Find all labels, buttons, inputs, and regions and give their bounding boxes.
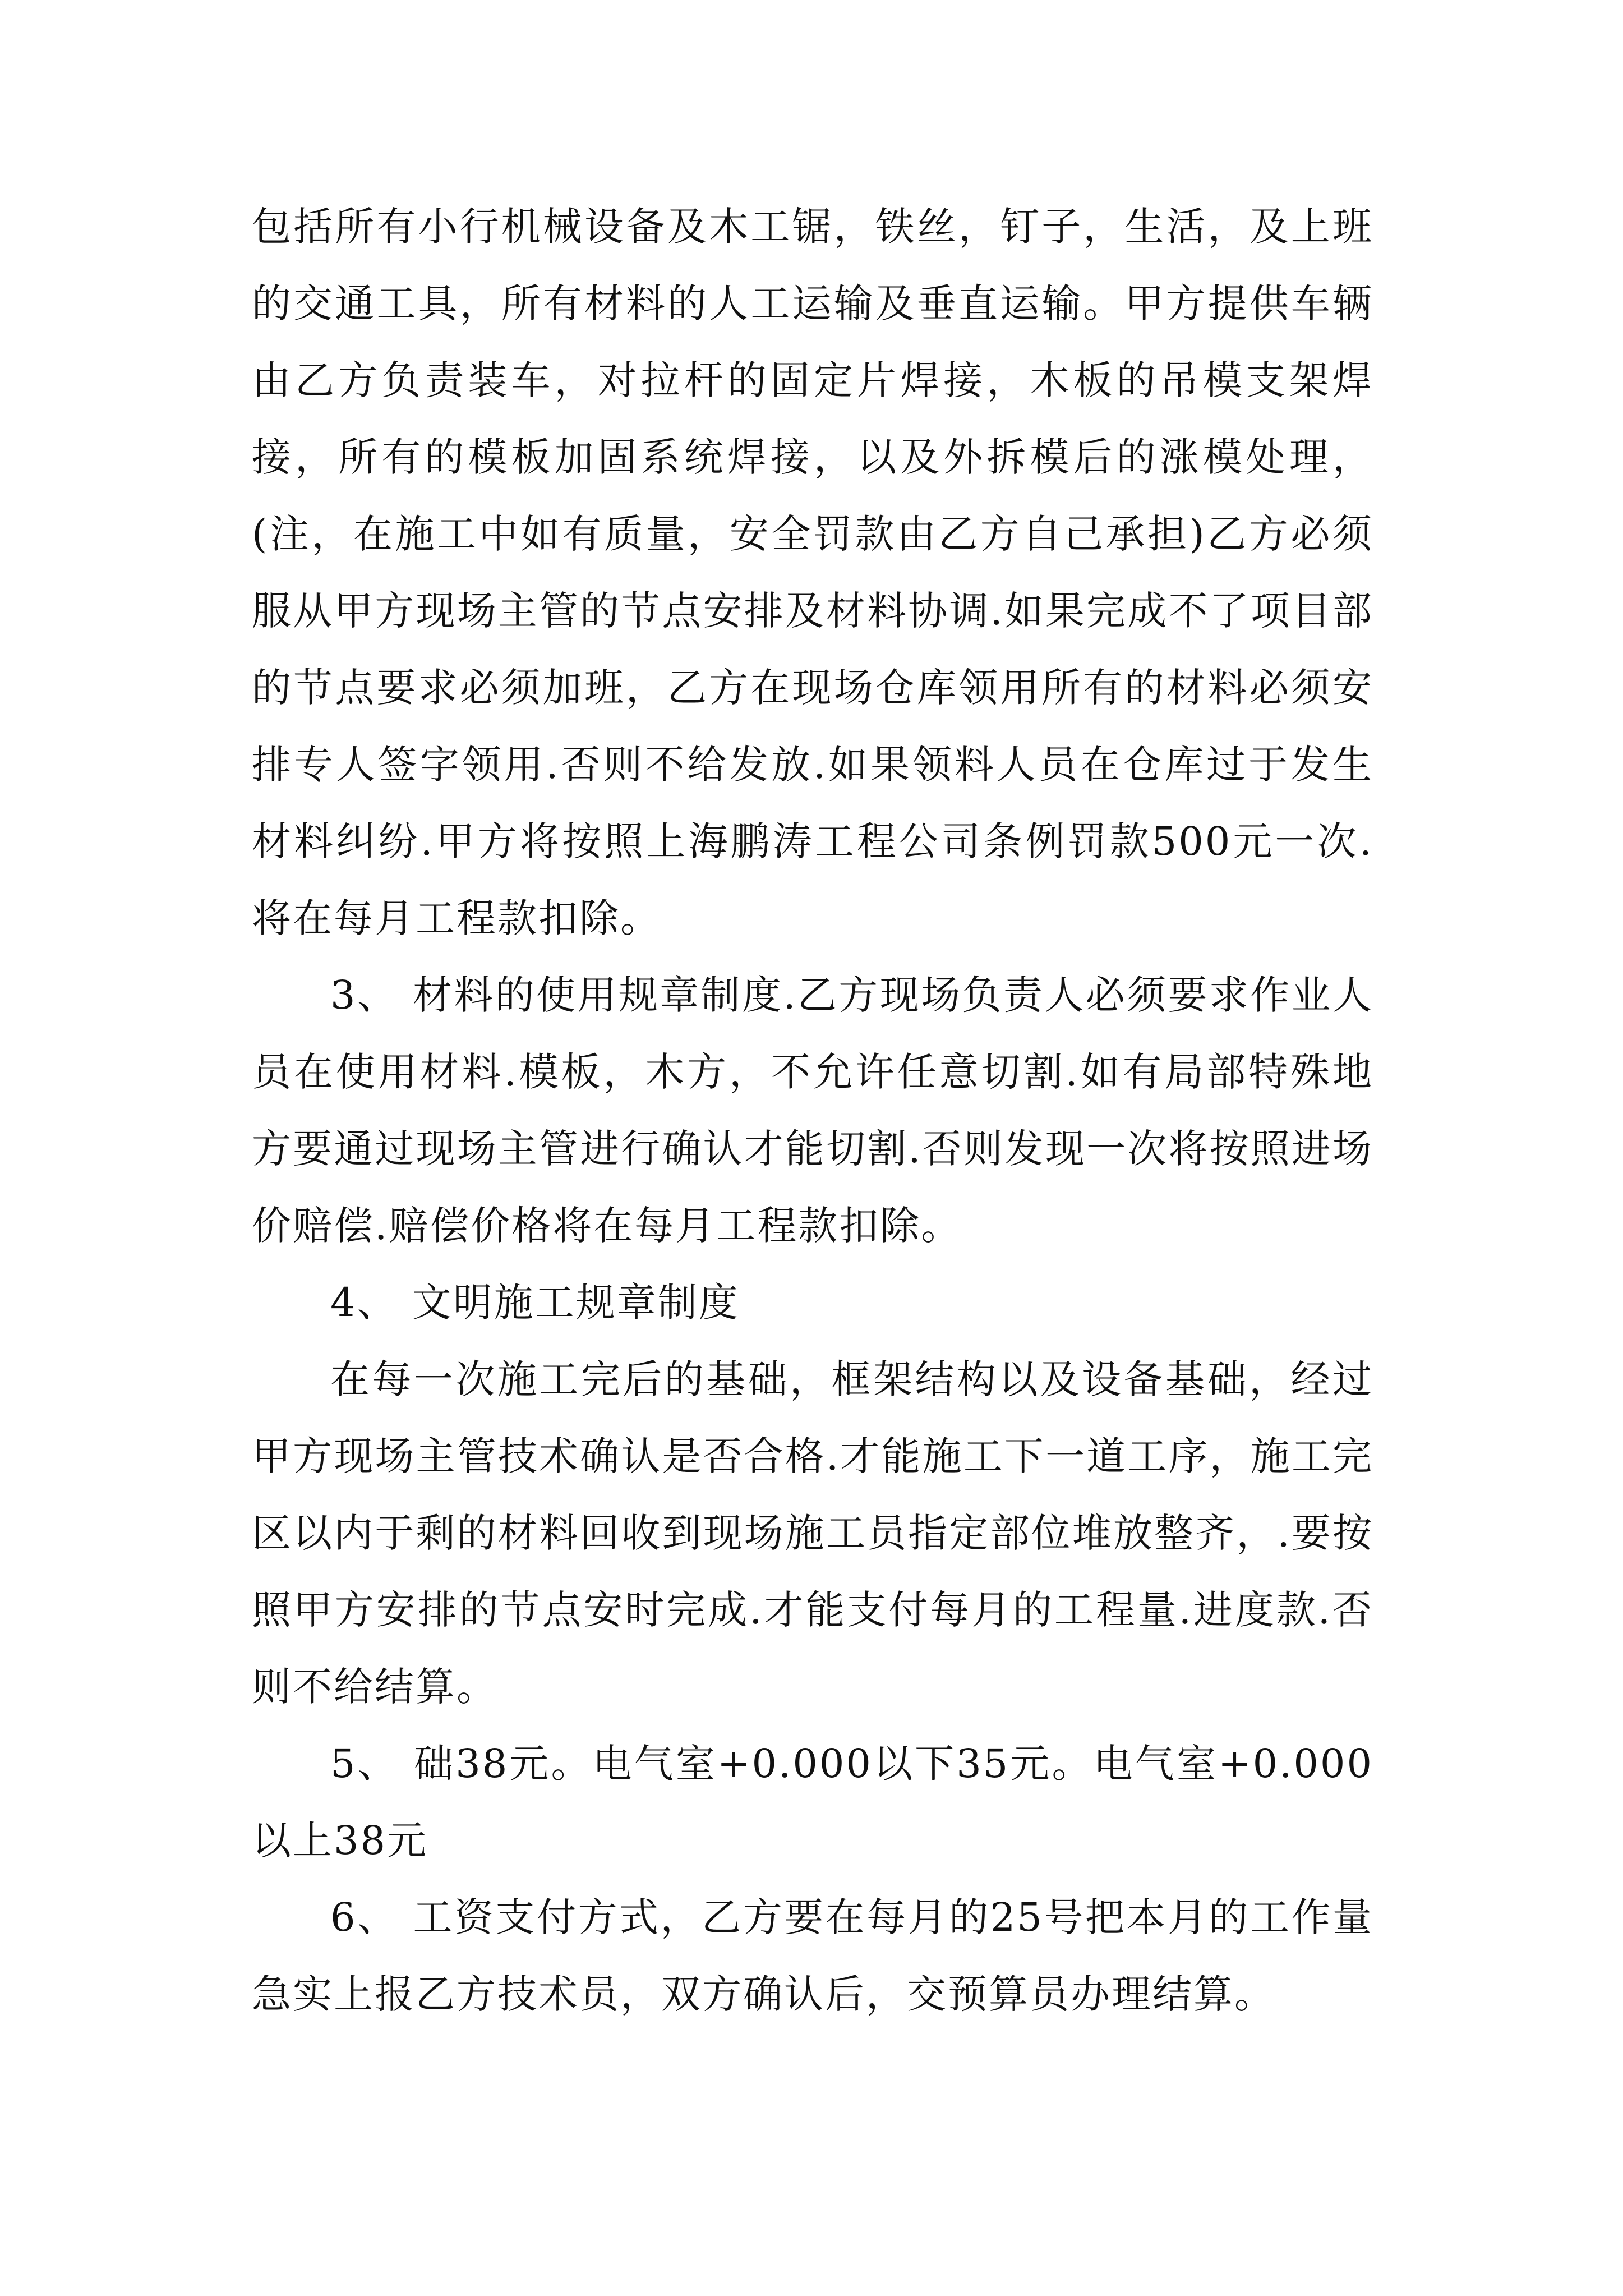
paragraph-item-3-material-rules: 3、 材料的使用规章制度.乙方现场负责人必须要求作业人员在使用材料.模板，木方，不允许任意切割.如有局部特殊地方要通过现场主管进行确认才能切割.否则发现一次将按照进场价赔偿.赔偿价格将在每月工程款扣除。 — [252, 972, 1373, 1249]
paragraph-item-4-heading: 4、 文明施工规章制度 — [330, 1280, 740, 1326]
paragraph-continued-terms: 包括所有小行机械设备及木工锯，铁丝，钉子，生活，及上班的交通工具，所有材料的人工运输及垂直运输。甲方提供车辆由乙方负责装车，对拉杆的固定片焊接，木板的吊模支架焊接，所有的模板加固系统焊接，以及外拆模后的涨模处理，(注，在施工中如有质量，安全罚款由乙方自己承担)乙方必须服从甲方现场主管的节点安排及材料协调.如果完成不了项目部的节点要求必须加班，乙方在现场仓库领用所有的材料必须安排专人签字领用.否则不给发放.如果领料人员在仓库过于发生材料纠纷.甲方将按照上海鹏涛工程公司条例罚款500元一次.将在每月工程款扣除。 — [252, 204, 1373, 941]
document-body — [252, 188, 1373, 2033]
paragraph-item-5-prices: 5、 础38元。电气室+0.000以下35元。电气室+0.000以上38元 — [252, 1741, 1373, 1864]
paragraph-item-6-wage-payment: 6、 工资支付方式，乙方要在每月的25号把本月的工作量急实上报乙方技术员，双方确认后，交预算员办理结算。 — [252, 1894, 1373, 2017]
paragraph-civilized-construction: 在每一次施工完后的基础，框架结构以及设备基础，经过甲方现场主管技术确认是否合格.才能施工下一道工序，施工完区以内于剩的材料回收到现场施工员指定部位堆放整齐，.要按照甲方安排的节点安时完成.才能支付每月的工程量.进度款.否则不给结算。 — [252, 1356, 1373, 1710]
